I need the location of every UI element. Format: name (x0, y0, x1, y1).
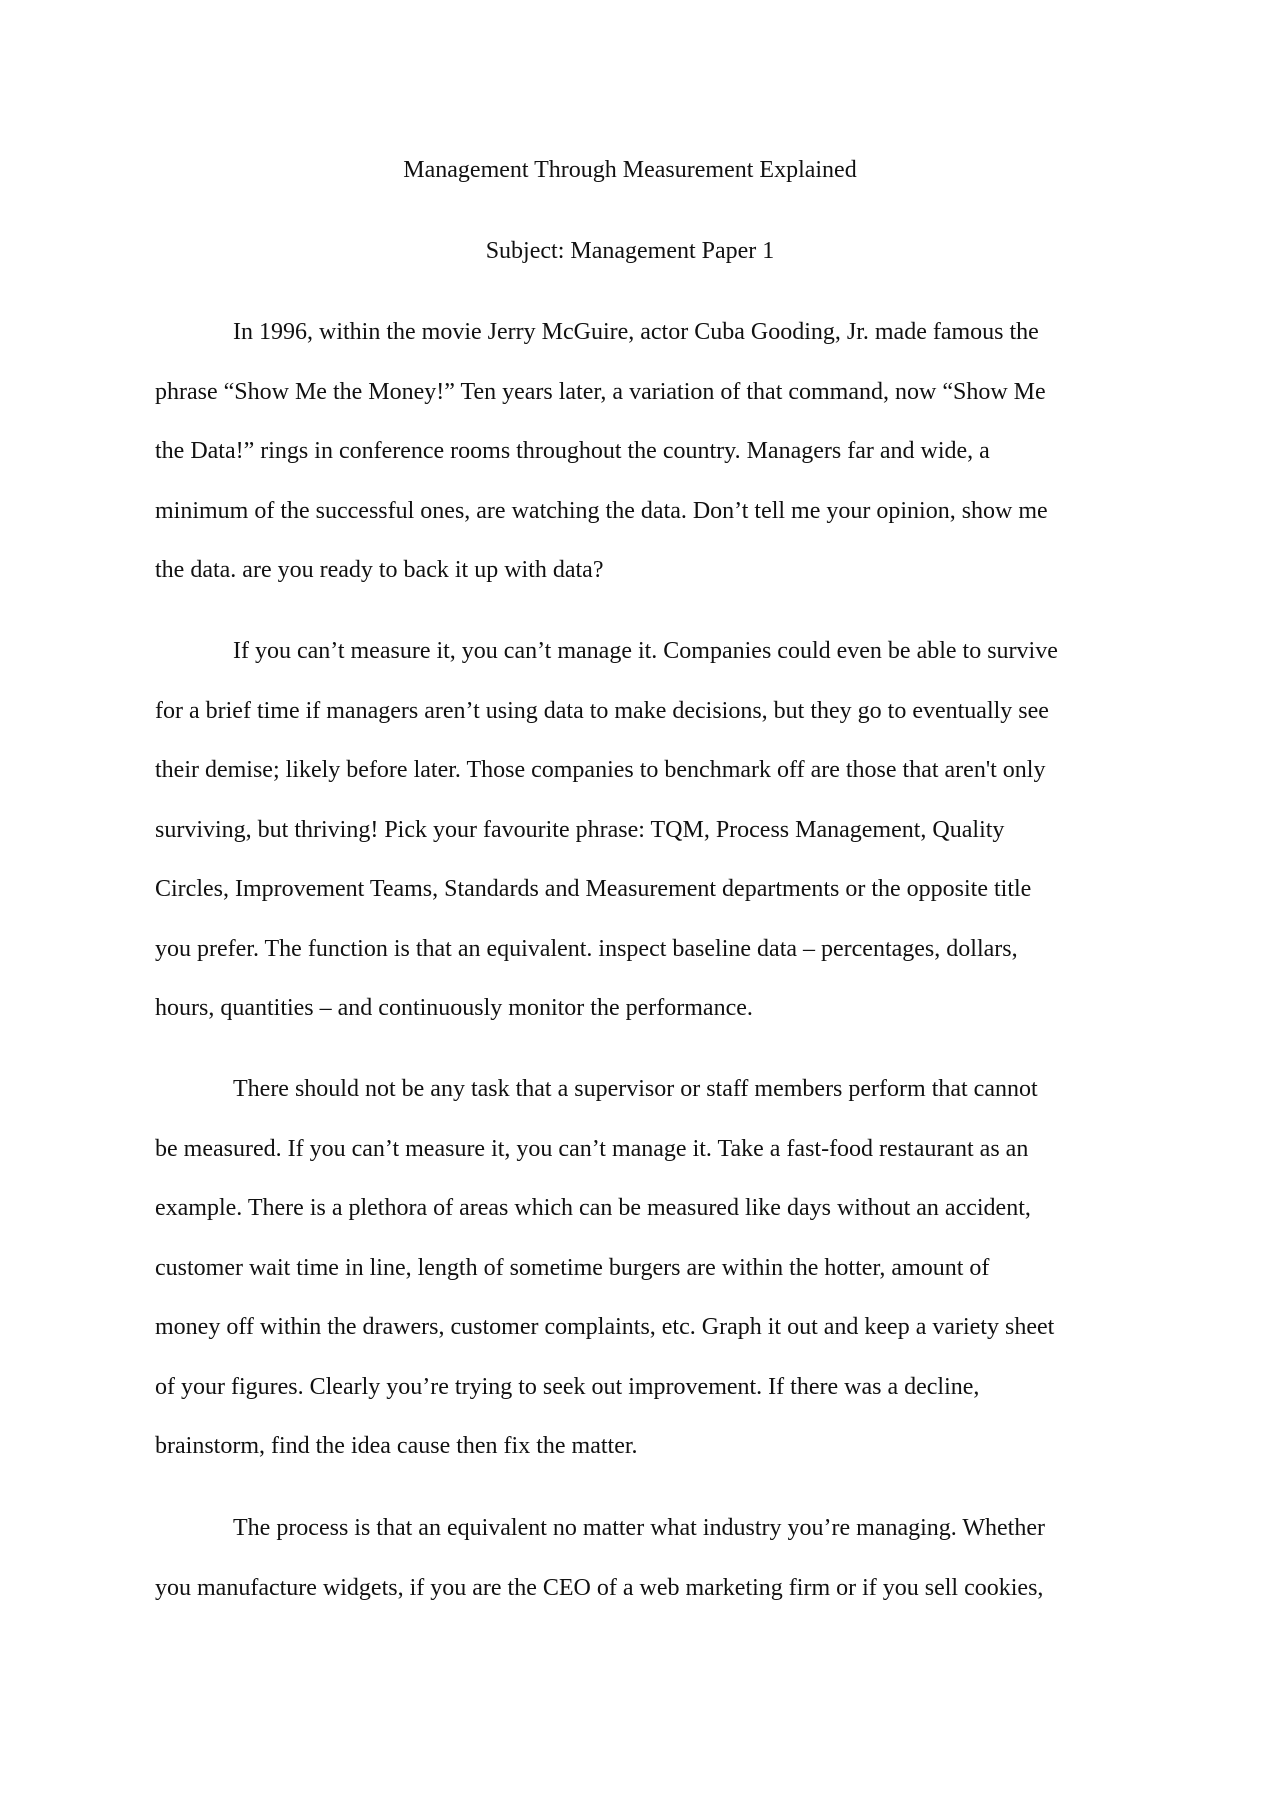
paragraph-line: If you can’t measure it, you can’t manage it. Companies could even be able to survive (233, 638, 1058, 664)
paragraph-line: you manufacture widgets, if you are the CEO of a web marketing firm or if you sell cookies, (155, 1574, 1044, 1601)
paragraph-line: of your figures. Clearly you’re trying to seek out improvement. If there was a decline, (155, 1373, 980, 1400)
paragraph-line: In 1996, within the movie Jerry McGuire, actor Cuba Gooding, Jr. made famous the (233, 319, 1039, 345)
paragraph-line: The process is that an equivalent no matter what industry you’re managing. Whether (233, 1515, 1045, 1541)
paragraph-3 (155, 1060, 1135, 1477)
paragraph-line: minimum of the successful ones, are watching the data. Don’t tell me your opinion, show me (155, 497, 1048, 524)
paragraph-line: you prefer. The function is that an equivalent. inspect baseline data – percentages, dollars, (155, 935, 1018, 962)
paragraph-line: money off within the drawers, customer complaints, etc. Graph it out and keep a variety sheet (155, 1314, 1055, 1340)
paragraph-line: Circles, Improvement Teams, Standards and Measurement departments or the opposite title (155, 876, 1032, 902)
paragraph-line: hours, quantities – and continuously monitor the performance. (155, 995, 753, 1021)
paragraph-line: be measured. If you can’t measure it, you can’t manage it. Take a fast-food restaurant as an (155, 1135, 1029, 1162)
paragraph-1 (155, 303, 1135, 601)
paragraph-line: phrase “Show Me the Money!” Ten years later, a variation of that command, now “Show Me (155, 378, 1046, 405)
paragraph-line: There should not be any task that a supervisor or staff members perform that cannot (233, 1076, 1038, 1102)
paragraph-line: for a brief time if managers aren’t using data to make decisions, but they go to eventually see (155, 697, 1049, 724)
document-title: Management Through Measurement Explained (403, 157, 857, 183)
paragraph-line: surviving, but thriving! Pick your favourite phrase: TQM, Process Management, Quality (155, 816, 1005, 843)
paragraph-line: brainstorm, find the idea cause then fix the matter. (155, 1433, 638, 1459)
paragraph-line: example. There is a plethora of areas which can be measured like days without an accident, (155, 1195, 1031, 1221)
paragraph-2 (155, 622, 1135, 1039)
paragraph-line: the data. are you ready to back it up with data? (155, 557, 604, 583)
paragraph-line: the Data!” rings in conference rooms throughout the country. Managers far and wide, a (155, 438, 990, 464)
document-subject: Subject: Management Paper 1 (485, 238, 775, 264)
paragraph-line: their demise; likely before later. Those companies to benchmark off are those that aren't only (155, 757, 1046, 783)
paragraph-4 (155, 1499, 1135, 1618)
paragraph-line: customer wait time in line, length of sometime burgers are within the hotter, amount of (155, 1254, 990, 1281)
